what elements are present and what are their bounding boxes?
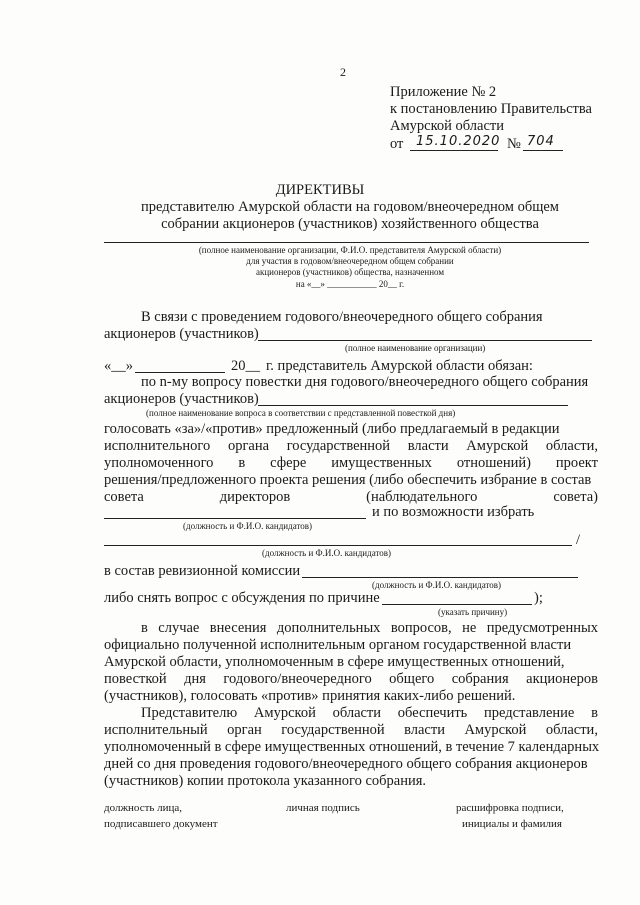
elect-tail: и по возможности избрать (372, 504, 535, 520)
hint-org-rep: (полное наименование организации, Ф.И.О. представителя Амурской области) (198, 245, 502, 255)
hint-org: (полное наименование организации) (345, 343, 486, 353)
subtitle-line2: собрании акционеров (участников) хозяйственного общества (161, 216, 539, 232)
org-field (258, 340, 592, 341)
appendix-from: от (390, 136, 404, 152)
date-rest: г. представитель Амурской области обязан: (266, 358, 533, 374)
hint-candidates-3: (должность и Ф.И.О. кандидатов) (372, 580, 502, 590)
date-open: «__» (104, 358, 133, 374)
p4-line1: Представителю Амурской области обеспечить представление в (141, 705, 598, 721)
subtitle-line1: представителю Амурской области на годовом/внеочередном общем (141, 199, 559, 215)
p3-line5: (участников), голосовать «против» принятия каких-либо решений. (104, 688, 516, 704)
hint-shareholders: акционеров (участников) общества, назначенном (255, 267, 445, 277)
p4-line4: дней со дня проведения годового/внеочередного общего собрания акционеров (104, 756, 588, 772)
p3-line3: Амурской области, уполномоченным в сфере имущественных отношений, (104, 654, 565, 670)
signature-decoding-line2: инициалы и фамилия (462, 818, 562, 830)
p2-line1: по n-му вопросу повестки дня годового/внеочередного общего собрания (141, 374, 589, 390)
p2-line2: акционеров (участников) (104, 391, 259, 407)
withdraw-label: либо снять вопрос с обсуждения по причине (104, 590, 380, 606)
candidates-field-2 (104, 545, 572, 546)
vote-line2: исполнительного органа государственной власти Амурской области, (104, 438, 598, 454)
hint-candidates-2: (должность и Ф.И.О. кандидатов) (262, 548, 392, 558)
p3-line1: в случае внесения дополнительных вопросов, не предусмотренных (141, 620, 598, 636)
document-title: ДИРЕКТИВЫ (275, 182, 365, 198)
withdraw-end: ); (534, 590, 543, 606)
p1-line1: В связи с проведением годового/внеочередного общего собрания (141, 309, 543, 325)
signature-decoding-line1: расшифровка подписи, (456, 802, 564, 814)
org-name-field (104, 242, 589, 243)
slash: / (576, 532, 581, 548)
appendix-line1: Приложение № 2 (390, 84, 497, 100)
date-underline (410, 150, 498, 151)
p3-line4: повесткой дня годового/внеочередного общего собрания акционеров (104, 671, 598, 687)
signature-personal: личная подпись (286, 802, 360, 814)
vote-line5: совета директоров (наблюдательного совета) (104, 489, 598, 505)
question-field (258, 405, 568, 406)
p4-line2: исполнительный орган государственной власти Амурской области, (104, 722, 598, 738)
page-number: 2 (340, 65, 346, 79)
number-underline (523, 150, 563, 151)
vote-line3: уполномоченного в сфере имущественных отношений) проект (104, 455, 598, 471)
p3-line2: официально полученной исполнительным органом государственной власти (104, 637, 572, 653)
appendix-number: 704 (527, 134, 555, 149)
date-month-field (135, 372, 225, 373)
p4-line3: уполномоченный в сфере имущественных отношений, в течение 7 календарных (104, 739, 600, 755)
audit-field (302, 577, 578, 578)
hint-reason: (указать причину) (438, 607, 508, 617)
signature-position-line1: должность лица, (104, 802, 183, 814)
vote-line1: голосовать «за»/«против» предложенный (либо предлагаемый в редакции (104, 421, 560, 437)
p4-line5: (участников) копии протокола указанного собрания. (104, 773, 427, 789)
date-year: 20__ (231, 358, 260, 374)
hint-candidates-1: (должность и Ф.И.О. кандидатов) (183, 521, 313, 531)
vote-line4: решения/предложенного проекта решения (либо обеспечить избрание в состав (104, 472, 592, 488)
candidates-field-1 (104, 518, 366, 519)
hint-date: на «__» ___________ 20__ г. (295, 279, 405, 289)
signature-position-line2: подписавшего документ (104, 818, 218, 830)
audit-label: в состав ревизионной комиссии (104, 563, 301, 579)
p1-line2: акционеров (участников) (104, 326, 259, 342)
appendix-number-prefix: № (507, 136, 521, 152)
appendix-line2: к постановлению Правительства (390, 101, 592, 117)
hint-participation: для участия в годовом/внеочередном общем собрании (246, 256, 454, 266)
appendix-date: 15.10.2020 (416, 134, 501, 149)
hint-question: (полное наименование вопроса в соответствии с представленной повесткой дня) (146, 408, 456, 418)
reason-field (382, 604, 532, 605)
appendix-line3: Амурской области (390, 118, 504, 134)
